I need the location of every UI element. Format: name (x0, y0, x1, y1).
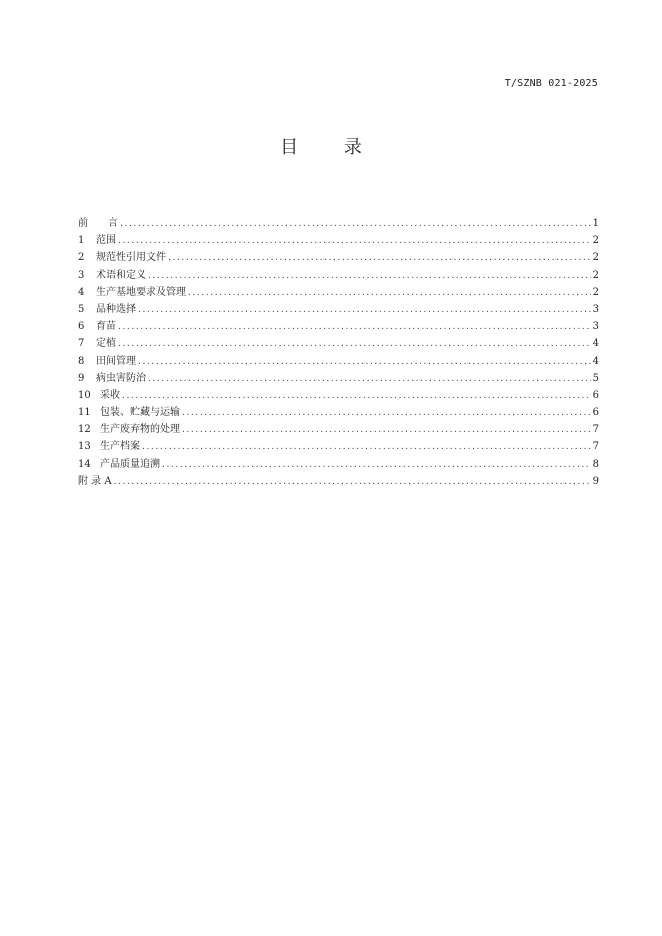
toc-entry-label: 包装、贮藏与运输 (100, 407, 180, 419)
table-of-contents (78, 215, 599, 490)
toc-entry-number: 4 (78, 286, 85, 298)
toc-entry-page: 2 (592, 252, 599, 264)
toc-entry-label: 生产基地要求及管理 (96, 286, 186, 298)
toc-entry-page: 2 (592, 269, 599, 281)
toc-leader-dots (114, 474, 591, 491)
toc-entry-label: 生产废弃物的处理 (100, 424, 180, 436)
toc-entry-1[interactable] (78, 232, 599, 249)
toc-entry-page: 8 (592, 458, 599, 470)
toc-entry-page: 6 (592, 389, 599, 401)
toc-entry-13[interactable] (78, 438, 599, 455)
toc-leader-dots (148, 371, 591, 388)
toc-entry-number: 12 (78, 424, 91, 436)
toc-entry-12[interactable] (78, 421, 599, 438)
toc-entry-number: 7 (78, 338, 85, 350)
toc-leader-dots (162, 457, 591, 474)
toc-entry-5[interactable] (78, 301, 599, 318)
toc-leader-dots (118, 319, 591, 336)
toc-entry-number: 9 (78, 372, 85, 384)
toc-leader-dots (120, 216, 591, 233)
toc-entry-page: 4 (592, 338, 599, 350)
toc-entry-number: 3 (78, 269, 85, 281)
toc-entry-number: 5 (78, 303, 85, 315)
toc-entry-2[interactable] (78, 249, 599, 266)
toc-leader-dots (168, 250, 591, 267)
toc-leader-dots (188, 285, 591, 302)
toc-entry-label: 范围 (96, 235, 116, 247)
toc-entry-page: 6 (592, 407, 599, 419)
toc-entry-label: 生产档案 (100, 441, 140, 453)
toc-entry-foreword[interactable] (78, 215, 599, 232)
toc-entry-label: 田间管理 (96, 355, 136, 367)
toc-entry-page: 9 (592, 475, 599, 487)
toc-entry-11[interactable] (78, 404, 599, 421)
toc-entry-number: 1 (78, 235, 85, 247)
toc-leader-dots (118, 233, 591, 250)
toc-entry-page: 5 (592, 372, 599, 384)
toc-entry-number: 14 (78, 458, 91, 470)
toc-leader-dots (138, 302, 591, 319)
toc-entry-label: 术语和定义 (96, 269, 146, 281)
toc-entry-label: 病虫害防治 (96, 372, 146, 384)
toc-entry-number: 13 (78, 441, 91, 453)
toc-entry-14[interactable] (78, 456, 599, 473)
toc-entry-label: 产品质量追溯 (100, 458, 160, 470)
toc-entry-9[interactable] (78, 370, 599, 387)
toc-entry-label: 采收 (100, 389, 120, 401)
toc-entry-10[interactable] (78, 387, 599, 404)
toc-entry-label: 前 言 (78, 218, 118, 229)
toc-leader-dots (142, 439, 591, 456)
toc-entry-number: 6 (78, 321, 85, 333)
toc-entry-4[interactable] (78, 284, 599, 301)
toc-entry-8[interactable] (78, 353, 599, 370)
toc-leader-dots (182, 405, 591, 422)
toc-entry-page: 1 (592, 218, 599, 229)
toc-leader-dots (148, 268, 591, 285)
toc-entry-page: 7 (592, 424, 599, 436)
toc-entry-number: 8 (78, 355, 85, 367)
toc-entry-page: 4 (592, 355, 599, 367)
document-number: T/SZNB 021-2025 (504, 78, 598, 89)
toc-entry-label: 品种选择 (96, 303, 136, 315)
toc-leader-dots (122, 388, 591, 405)
toc-title: 目 录 (280, 137, 382, 158)
toc-entry-page: 3 (592, 321, 599, 333)
toc-entry-label: 规范性引用文件 (96, 252, 166, 264)
toc-entry-7[interactable] (78, 335, 599, 352)
toc-leader-dots (118, 336, 591, 353)
toc-leader-dots (182, 422, 591, 439)
toc-entry-appendix-a[interactable] (78, 473, 599, 490)
toc-entry-label: 育苗 (96, 321, 116, 333)
toc-leader-dots (138, 354, 591, 371)
toc-entry-page: 3 (592, 303, 599, 315)
toc-entry-page: 2 (592, 235, 599, 247)
toc-entry-page: 2 (592, 286, 599, 298)
toc-entry-page: 7 (592, 441, 599, 453)
toc-entry-number: 10 (78, 389, 91, 401)
toc-entry-number: 2 (78, 252, 85, 264)
toc-entry-label: 定植 (96, 338, 116, 350)
toc-entry-label: 附 录 A (78, 475, 112, 487)
toc-entry-3[interactable] (78, 267, 599, 284)
toc-entry-number: 11 (78, 407, 91, 419)
toc-entry-6[interactable] (78, 318, 599, 335)
